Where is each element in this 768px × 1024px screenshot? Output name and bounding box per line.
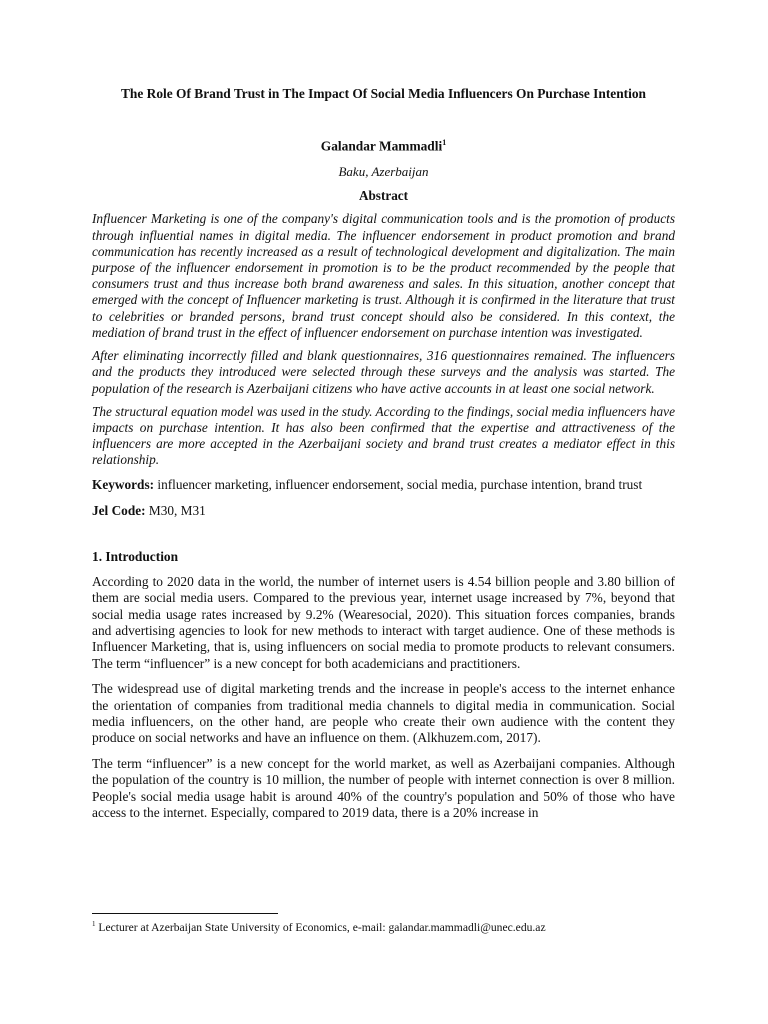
author-name-text: Galandar Mammadli (320, 138, 443, 154)
paper-page (92, 86, 675, 821)
jel-code-line (92, 503, 675, 519)
jel-label: Jel Code: (92, 502, 146, 518)
keywords-line (92, 477, 675, 493)
footnote-mark: 1 (92, 920, 96, 928)
abstract-paragraph: Influencer Marketing is one of the company's digital communication tools and is the promotion of products through influential names in digital media. The influencer endorsement in product promotion and brand communication has recently increased as a result of technological development and digitalization. The main purpose of the influencer endorsement in promotion is to be the product recommended by the people that consumers trust and thus increase both brand awareness and sales. In this situation, another concept that emerged with the concept of Influencer marketing is trust. Although it is confirmed in the literature that trust to celebrities or branded persons, brand trust concept should also be considered. In this context, the mediation of brand trust in the effect of influencer endorsement on purchase intention was investigated. (92, 211, 675, 340)
footnote-text: Lecturer at Azerbaijan State University of Economics, e-mail: galandar.mammadli@unec.edu.az (95, 920, 546, 934)
body-paragraph: According to 2020 data in the world, the number of internet users is 4.54 billion people and 3.80 billion of them are social media users. Compared to the previous year, internet usage increased by 7%, beyond that social media usage rates increased by 9.2% (Wearesocial, 2020). This situation forces companies, brands and advertising agencies to look for new methods to interact with target audience. One of these methods is Influencer Marketing, that is, using influencers on social media to promote products to relevant consumers. The term “influencer” is a new concept for both academicians and practitioners. (92, 573, 675, 671)
section-heading: 1. Introduction (92, 548, 179, 564)
author-footnote-mark: 1 (442, 138, 447, 147)
body-paragraph: The widespread use of digital marketing trends and the increase in people's access to the internet enhance the orientation of companies from traditional media channels to digital media in communication. Social media influencers, on the other hand, are people who create their own audience with the content they produce on social networks and have an influence on them. (Alkhuzem.com, 2017). (92, 681, 675, 746)
keywords-label: Keywords: (92, 476, 155, 492)
footnote-divider (92, 913, 278, 914)
abstract-paragraph: After eliminating incorrectly filled and blank questionnaires, 316 questionnaires remained. The influencers and the products they introduced were selected through these surveys and the analysis was started. The population of the research is Azerbaijani citizens who have active accounts in at least one social network. (92, 348, 675, 396)
abstract-paragraph: The structural equation model was used in the study. According to the findings, social media influencers have impacts on purchase intention. It has also been confirmed that the expertise and attractiveness of the influencers are more accepted in the Azerbaijani society and brand trust creates a mediator effect in this relationship. (92, 403, 675, 468)
author-affiliation: Baku, Azerbaijan (338, 164, 429, 180)
paper-title: The Role Of Brand Trust in The Impact Of Social Media Influencers On Purchase Intention (121, 86, 646, 101)
abstract-heading: Abstract (358, 188, 409, 204)
author-name (92, 138, 675, 154)
footnote (92, 920, 546, 934)
keywords-text: influencer marketing, influencer endorsement, social media, purchase intention, brand trust (154, 476, 643, 492)
body-paragraph: The term “influencer” is a new concept for the world market, as well as Azerbaijani companies. Although the population of the country is 10 million, the number of people with internet connection is over 8 million. People's social media usage habit is around 40% of the country's population and 50% of those who have access to the internet. Especially, compared to 2019 data, there is a 20% increase in (92, 755, 675, 820)
jel-text: M30, M31 (145, 502, 206, 518)
